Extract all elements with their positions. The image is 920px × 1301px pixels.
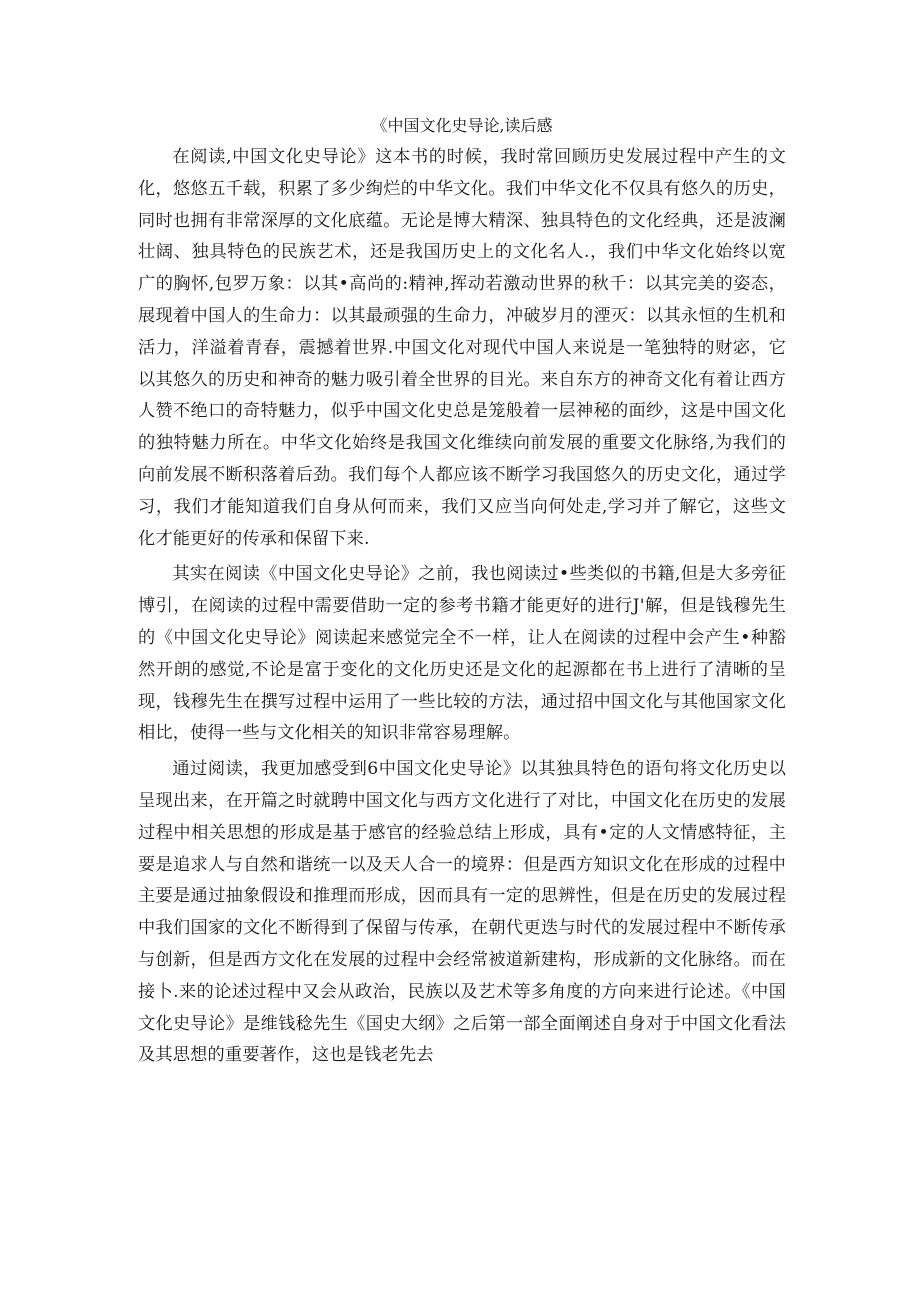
document-title: 《中国文化史导论,读后感 [371,116,553,135]
document-page [138,112,786,1076]
paragraph-2: 其实在阅读《中国文化史导论》之前，我也阅读过•些类似的书籍,但是大多旁征博引，在阅读的过程中需要借助一定的参考书籍才能更好的进行J'解，但是钱穆先生的《中国文化史导论》阅读起来感觉完全不一样，让人在阅读的过程中会产生•种豁然开朗的感觉,不论是富于变化的文化历史还是文化的起源都在书上进行了清晰的呈现，钱穆先生在撰写过程中运用了一些比较的方法，通过招中国文化与其他国家文化相比，使得一些与文化相关的知识非常容易理解。 [138,564,786,744]
paragraph-1: 在阅读,中国文化史导论》这本书的时候，我时常回顾历史发展过程中产生的文化，悠悠五千载，积累了多少绚烂的中华文化。我们中华文化不仅具有悠久的历史，同时也拥有非常深厚的文化底蕴。无论是博大精深、独具特色的文化经典，还是波澜壮阔、独具特色的民族艺术，还是我国历史上的文化名人.，我们中华文化始终以宽广的胸怀,包罗万象：以其•高尚的:精神,挥动若激动世界的秋千：以其完美的姿态，展现着中国人的生命力：以其最顽强的生命力，冲破岁月的湮灭：以其永恒的生机和活力，洋溢着青春，震撼着世界.中国文化对现代中国人来说是一笔独特的财宓，它以其悠久的历史和神奇的魅力吸引着全世界的目光。来自东方的神奇文化有着让西方人赞不绝口的奇特魅力，似乎中国文化史总是笼般着一层神秘的面纱，这是中国文化的独特魅力所在。中华文化始终是我国文化维续向前发展的重要文化脉络,为我们的向前发展不断积落着后劲。我们每个人都应该不断学习我国悠久的历史文化，通过学习，我们才能知道我们自身从何而来，我们又应当向何处走,学习并了解它，这些文化才能更好的传承和保留下来. [138,147,786,549]
paragraph-3: 通过阅读，我更加感受到6中国文化史导论》以其独具特色的语句将文化历史以呈现出来，在开篇之时就聘中国文化与西方文化进行了对比，中国文化在历史的发展过程中相关思想的形成是基于感官的经验总结上形成，具有•定的人文情感特征，主要是追求人与自然和谐统一以及天人合一的境界：但是西方知识文化在形成的过程中主要是通过抽象假设和推理而形成，因而具有一定的思辨性，但是在历史的发展过程中我们国家的文化不断得到了保留与传承，在朝代更迭与时代的发展过程中不断传承与创新，但是西方文化在发展的过程中会经常被道新建构，形成新的文化脉络。而在接卜.来的论述过程中又会从政治，民族以及艺术等多角度的方向来进行论述。《中国文化史导论》是维钱稔先生《国史大纲》之后第一部全面阐述自身对于中国文化看法及其思想的重要著作，这也是钱老先去 [138,759,786,1066]
